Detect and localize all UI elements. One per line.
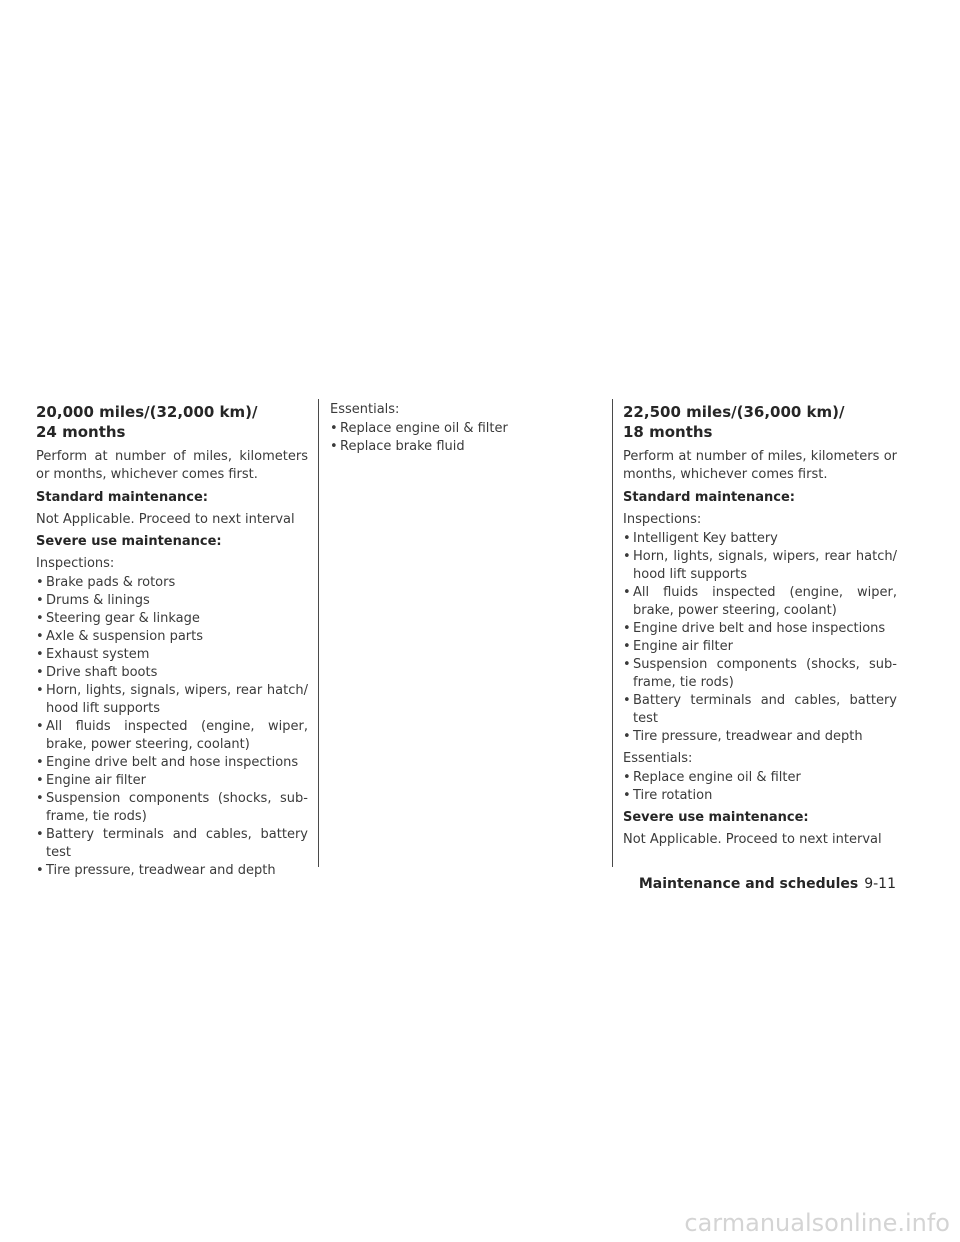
list-item-text: Horn, lights, signals, wipers, rear hatch/ hood lift supports (46, 683, 308, 716)
list-item-text: Steering gear & linkage (46, 611, 200, 626)
bullet-icon: • (623, 770, 631, 785)
list-item-text: Engine air filter (633, 639, 733, 654)
list-item (36, 826, 308, 862)
standard-maintenance-label: Standard maintenance: (623, 490, 795, 505)
list-item-text: Engine air filter (46, 773, 146, 788)
list-item (623, 692, 897, 728)
interval-heading-22500 (623, 402, 897, 442)
page-footer (622, 876, 896, 892)
list-item-text: Exhaust system (46, 647, 150, 662)
list-item-text: Tire pressure, treadwear and depth (46, 863, 276, 878)
list-item (36, 610, 308, 628)
list-item (36, 646, 308, 664)
bullet-icon: • (36, 629, 44, 644)
page-number: 9-11 (864, 876, 896, 892)
heading-line-1: 20,000 miles/(32,000 km)/ (36, 403, 258, 421)
list-item-text: Drums & linings (46, 593, 150, 608)
list-item-text: All fluids inspected (engine, wiper, brake, power steering, coolant) (46, 719, 308, 752)
severe-maintenance-text: Not Applicable. Proceed to next interval (623, 832, 882, 847)
bullet-icon: • (36, 575, 44, 590)
list-item (36, 628, 308, 646)
list-item (623, 769, 897, 787)
bullet-icon: • (623, 585, 631, 600)
list-item-text: Replace engine oil & filter (340, 421, 508, 436)
bullet-icon: • (36, 593, 44, 608)
list-item (36, 862, 308, 880)
list-item (36, 772, 308, 790)
list-item-text: Intelligent Key battery (633, 531, 778, 546)
bullet-icon: • (623, 729, 631, 744)
list-item (36, 718, 308, 754)
essentials-label: Essentials: (623, 751, 693, 766)
bullet-icon: • (36, 611, 44, 626)
bullet-icon: • (623, 788, 631, 803)
list-item (36, 664, 308, 682)
heading-line-1: 22,500 miles/(36,000 km)/ (623, 403, 845, 421)
standard-maintenance-text: Not Applicable. Proceed to next interval (36, 512, 295, 527)
bullet-icon: • (36, 665, 44, 680)
heading-line-2: 24 months (36, 423, 126, 441)
list-item-text: Brake pads & rotors (46, 575, 176, 590)
bullet-icon: • (330, 421, 338, 436)
list-item-text: Drive shaft boots (46, 665, 158, 680)
list-item-text: Replace engine oil & filter (633, 770, 801, 785)
severe-maintenance-label: Severe use maintenance: (36, 534, 222, 549)
list-item-text: Battery terminals and cables, battery test (633, 693, 897, 726)
watermark: carmanualsonline.info (684, 1209, 950, 1237)
list-item (623, 787, 897, 805)
bullet-icon: • (330, 439, 338, 454)
interval-intro: Perform at number of miles, kilometers or months, whichever comes first. (623, 449, 897, 482)
footer-section-title: Maintenance and schedules (638, 876, 859, 892)
heading-line-2: 18 months (623, 423, 713, 441)
bullet-icon: • (36, 827, 44, 842)
list-item-text: Axle & suspension parts (46, 629, 204, 644)
severe-maintenance-label: Severe use maintenance: (623, 810, 809, 825)
bullet-icon: • (623, 639, 631, 654)
column-22500-miles (623, 402, 897, 853)
list-item-text: Horn, lights, signals, wipers, rear hatch/ hood lift supports (633, 549, 897, 582)
list-item-text: Tire rotation (633, 788, 713, 803)
list-item (623, 548, 897, 584)
list-item (623, 638, 897, 656)
essentials-list (330, 420, 602, 456)
list-item (36, 592, 308, 610)
column-20000-miles (36, 402, 308, 884)
bullet-icon: • (36, 683, 44, 698)
interval-intro: Perform at number of miles, kilometers or months, whichever comes first. (36, 449, 308, 482)
list-item (623, 620, 897, 638)
bullet-icon: • (36, 647, 44, 662)
column-20000-continued (330, 401, 602, 460)
standard-maintenance-label: Standard maintenance: (36, 490, 208, 505)
bullet-icon: • (623, 693, 631, 708)
list-item-text: Replace brake fluid (340, 439, 465, 454)
inspections-list (623, 530, 897, 746)
list-item (623, 728, 897, 746)
essentials-label: Essentials: (330, 402, 400, 417)
list-item-text: Battery terminals and cables, battery test (46, 827, 308, 860)
list-item-text: Suspension components (shocks, sub-frame, tie rods) (46, 791, 308, 824)
bullet-icon: • (623, 549, 631, 564)
list-item-text: Engine drive belt and hose inspections (46, 755, 299, 770)
interval-heading-20000 (36, 402, 308, 442)
bullet-icon: • (36, 791, 44, 806)
essentials-list (623, 769, 897, 805)
list-item (36, 574, 308, 592)
list-item (623, 530, 897, 548)
inspections-list (36, 574, 308, 880)
list-item (36, 790, 308, 826)
list-item (330, 420, 602, 438)
bullet-icon: • (623, 657, 631, 672)
bullet-icon: • (623, 621, 631, 636)
list-item (36, 754, 308, 772)
list-item (330, 438, 602, 456)
column-divider (318, 399, 319, 867)
list-item (623, 584, 897, 620)
bullet-icon: • (36, 719, 44, 734)
list-item (36, 682, 308, 718)
inspections-label: Inspections: (623, 512, 702, 527)
list-item-text: Tire pressure, treadwear and depth (633, 729, 863, 744)
list-item (623, 656, 897, 692)
bullet-icon: • (623, 531, 631, 546)
inspections-label: Inspections: (36, 556, 115, 571)
list-item-text: Suspension components (shocks, sub-frame, tie rods) (633, 657, 897, 690)
bullet-icon: • (36, 863, 44, 878)
list-item-text: Engine drive belt and hose inspections (633, 621, 886, 636)
bullet-icon: • (36, 773, 44, 788)
column-divider (612, 399, 613, 867)
list-item-text: All fluids inspected (engine, wiper, brake, power steering, coolant) (633, 585, 897, 618)
bullet-icon: • (36, 755, 44, 770)
